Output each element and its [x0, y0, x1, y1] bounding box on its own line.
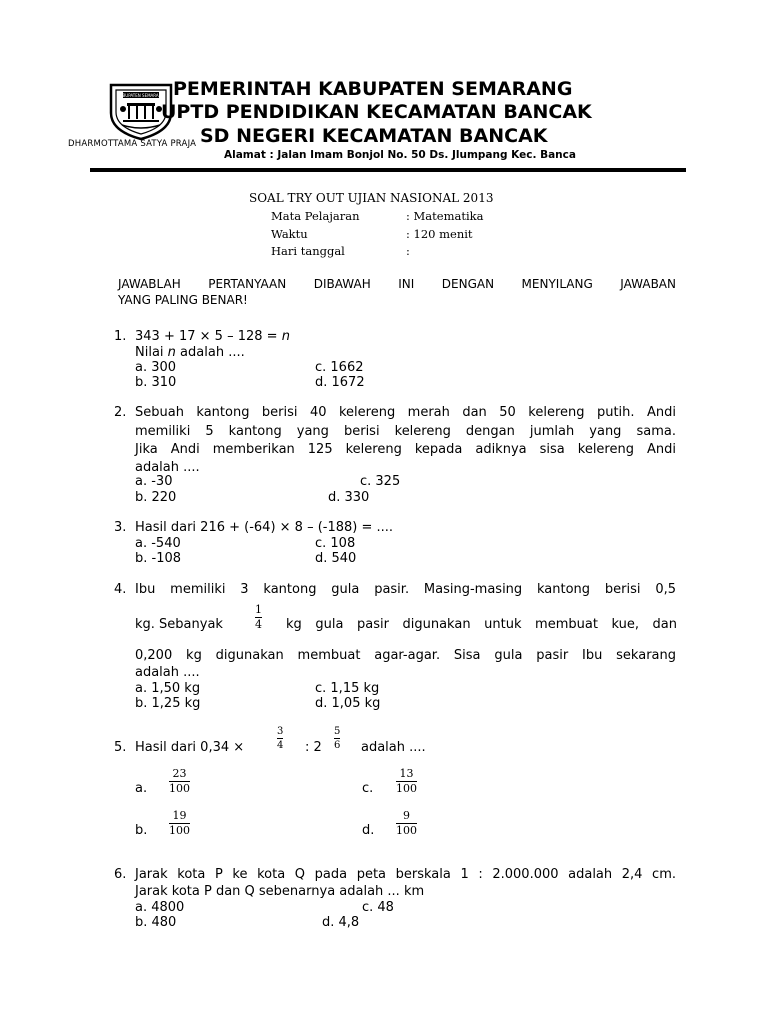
question-2-number: 2.	[114, 405, 127, 420]
logo-lettering: KABUPATEN SEMARANG	[117, 93, 165, 98]
question-2-option-c[interactable]: c. 325	[360, 474, 401, 489]
fraction-numerator: 9	[403, 809, 410, 822]
question-1-option-b[interactable]: b. 310	[135, 375, 177, 390]
question-1-option-c[interactable]: c. 1662	[315, 360, 364, 375]
question-1-number: 1.	[114, 329, 127, 344]
fraction-bar	[277, 738, 283, 739]
question-3-option-c[interactable]: c. 108	[315, 536, 356, 551]
question-6-option-a[interactable]: a. 4800	[135, 900, 185, 915]
question-1-option-d[interactable]: d. 1672	[315, 375, 365, 390]
question-4-line-4: adalah ....	[135, 665, 200, 680]
question-6-number: 6.	[114, 867, 127, 882]
fraction-numerator: 3	[277, 726, 284, 737]
question-6-line-1: Jarak kota P ke kota Q pada peta berskala 1 : 2.000.000 adalah 2,4 cm.	[135, 867, 676, 882]
time-value: : 120 menit	[406, 227, 473, 241]
question-5-suffix: adalah ....	[361, 740, 426, 755]
question-4-fraction	[255, 604, 262, 631]
question-3-option-a[interactable]: a. -540	[135, 536, 181, 551]
fraction-numerator: 1	[255, 603, 262, 616]
question-2-option-a[interactable]: a. -30	[135, 474, 173, 489]
fraction-denominator: 100	[396, 824, 417, 838]
question-6-option-d[interactable]: d. 4,8	[322, 915, 360, 930]
question-5-option-c-label[interactable]: c.	[362, 781, 374, 796]
date-label: Hari tanggal	[271, 244, 345, 258]
question-5-option-b-label[interactable]: b.	[135, 823, 148, 838]
question-2-option-d[interactable]: d. 330	[328, 490, 370, 505]
question-4-line-3: 0,200 kg digunakan membuat agar-agar. Sisa gula pasir Ibu sekarang	[135, 648, 676, 663]
question-5-option-b-fraction[interactable]	[169, 810, 190, 837]
question-3-option-b[interactable]: b. -108	[135, 551, 182, 566]
question-5-middle: : 2	[305, 740, 322, 755]
fraction-numerator: 23	[172, 767, 187, 780]
instructions	[118, 277, 676, 307]
fraction-denominator: 100	[169, 782, 190, 796]
question-3-option-d[interactable]: d. 540	[315, 551, 357, 566]
time-label: Waktu	[271, 227, 308, 241]
date-value: :	[406, 244, 410, 258]
question-6-line-2: Jarak kota P dan Q sebenarnya adalah ... km	[135, 884, 425, 899]
question-4-line-2-prefix: kg. Sebanyak	[135, 617, 223, 632]
exam-title: SOAL TRY OUT UJIAN NASIONAL 2013	[249, 191, 494, 205]
header-divider	[90, 168, 686, 172]
question-5-number: 5.	[114, 740, 127, 755]
question-4-line-2-suffix: kg gula pasir digunakan untuk membuat kue, dan	[286, 617, 677, 632]
fraction-denominator: 6	[334, 740, 341, 751]
question-4-number: 4.	[114, 582, 127, 597]
fraction-numerator: 5	[334, 726, 341, 737]
question-4-option-d[interactable]: d. 1,05 kg	[315, 696, 381, 711]
fraction-denominator: 100	[396, 782, 417, 796]
question-2-line-3: Jika Andi memberikan 125 kelereng kepada adiknya sisa kelereng Andi	[135, 442, 676, 457]
fraction-denominator: 4	[277, 740, 284, 751]
question-6-option-b[interactable]: b. 480	[135, 915, 177, 930]
question-6-option-c[interactable]: c. 48	[362, 900, 394, 915]
question-4-option-a[interactable]: a. 1,50 kg	[135, 681, 201, 696]
question-5-fraction-1	[277, 726, 283, 751]
question-1-prompt: Nilai n adalah ....	[135, 345, 245, 360]
question-2-option-b[interactable]: b. 220	[135, 490, 177, 505]
question-5-option-a-label[interactable]: a.	[135, 781, 148, 796]
fraction-numerator: 19	[172, 809, 187, 822]
header-line-1: PEMERINTAH KABUPATEN SEMARANG	[173, 78, 573, 100]
question-5-prefix: Hasil dari 0,34 ×	[135, 740, 245, 755]
subject-label: Mata Pelajaran	[271, 209, 360, 223]
instructions-line-2: YANG PALING BENAR!	[118, 293, 248, 307]
question-1-option-a[interactable]: a. 300	[135, 360, 177, 375]
header-line-2: UPTD PENDIDIKAN KECAMATAN BANCAK	[161, 101, 592, 123]
question-4-option-c[interactable]: c. 1,15 kg	[315, 681, 380, 696]
question-2-line-2: memiliki 5 kantong yang berisi kelereng dengan jumlah yang sama.	[135, 424, 676, 439]
question-3-number: 3.	[114, 520, 127, 535]
fraction-denominator: 100	[169, 824, 190, 838]
fraction-bar	[334, 738, 340, 739]
question-5-option-d-fraction[interactable]	[396, 810, 417, 837]
question-5-option-c-fraction[interactable]	[396, 768, 417, 795]
question-5-option-d-label[interactable]: d.	[362, 823, 375, 838]
fraction-numerator: 13	[399, 767, 414, 780]
question-4-line-1: Ibu memiliki 3 kantong gula pasir. Masing-masing kantong berisi 0,5	[135, 582, 676, 597]
school-address: Alamat : Jalan Imam Bonjol No. 50 Ds. Jlumpang Kec. Banca	[224, 149, 576, 161]
fraction-denominator: 4	[255, 618, 262, 632]
question-2-line-4: adalah ....	[135, 460, 200, 475]
question-2-line-1: Sebuah kantong berisi 40 kelereng merah dan 50 kelereng putih. Andi	[135, 405, 676, 420]
logo-motto: DHARMOTTAMA SATYA PRAJA	[68, 139, 197, 149]
subject-value: : Matematika	[406, 209, 484, 223]
question-1-equation: 343 + 17 × 5 – 128 = n	[135, 329, 290, 344]
instructions-line-1: JAWABLAH PERTANYAAN DIBAWAH INI DENGAN MENYILANG JAWABAN	[118, 277, 676, 291]
question-4-option-b[interactable]: b. 1,25 kg	[135, 696, 201, 711]
header-line-3: SD NEGERI KECAMATAN BANCAK	[200, 125, 548, 147]
question-5-option-a-fraction[interactable]	[169, 768, 190, 795]
question-3-prompt: Hasil dari 216 + (-64) × 8 – (-188) = ....	[135, 520, 394, 535]
question-5-fraction-2	[334, 726, 340, 751]
